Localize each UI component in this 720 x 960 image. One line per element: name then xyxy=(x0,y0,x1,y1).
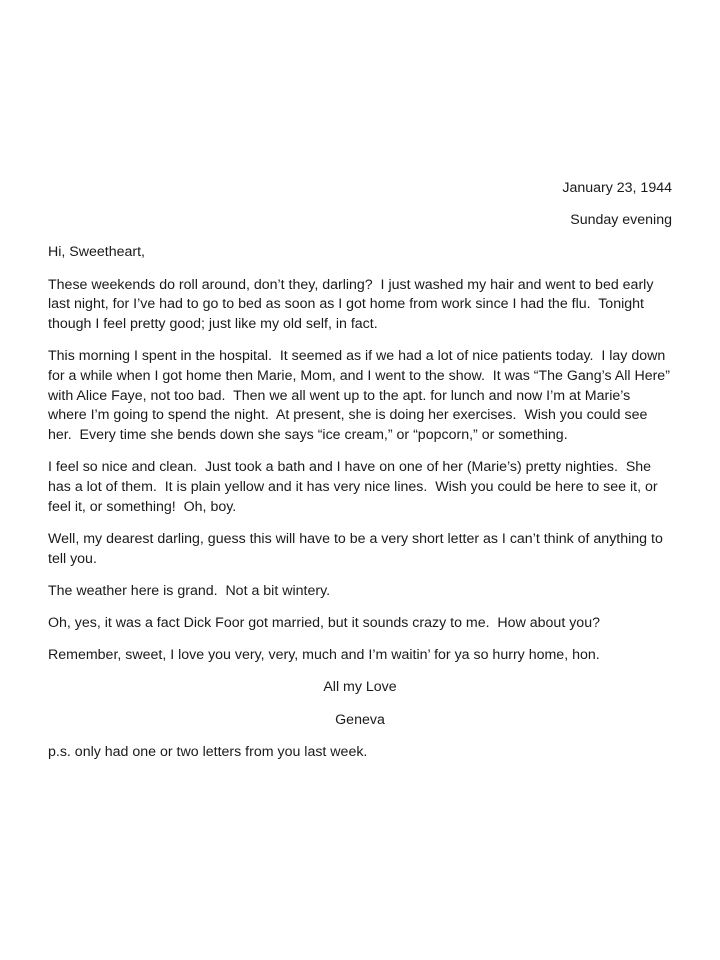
letter-paragraph-1: These weekends do roll around, don’t they, darling? I just washed my hair and went to bed early last night, for I’ve had to go to bed as soon as I got home from work since I had the flu. Tonight though I feel pretty good; just like my old self, in fact. xyxy=(48,276,658,333)
letter-postscript: p.s. only had one or two letters from you last week. xyxy=(48,743,368,760)
letter-paragraph-5: The weather here is grand. Not a bit wintery. xyxy=(48,582,331,599)
letter-paragraph-7: Remember, sweet, I love you very, very, much and I’m waitin’ for ya so hurry home, hon. xyxy=(48,647,600,664)
letter-paragraph-4: Well, my dearest darling, guess this will have to be a very short letter as I can’t think of anything to tell you. xyxy=(48,530,667,567)
letter-paragraph-3: I feel so nice and clean. Just took a bath and I have on one of her (Marie’s) pretty nighties. She has a lot of them. It is plain yellow and it has very nice lines. Wish you could be here to see it, or feel it, or something! Oh, boy. xyxy=(48,459,662,515)
letter-paragraph-6: Oh, yes, it was a fact Dick Foor got married, but it sounds crazy to me. How about you? xyxy=(48,614,600,631)
letter-date: January 23, 1944 xyxy=(562,180,672,196)
letter-greeting: Hi, Sweetheart, xyxy=(48,244,145,261)
letter-page xyxy=(48,179,672,775)
letter-day: Sunday evening xyxy=(570,212,672,229)
letter-closing: All my Love xyxy=(323,679,397,696)
letter-paragraph-2: This morning I spent in the hospital. It seemed as if we had a lot of nice patients today. I lay down for a while when I got home then Marie, Mom, and I went to the show. It was “The Gang’s All Here” with Alice Faye, not too bad. Then we all went up to the apt. for lunch and now I’m at Marie’s where I’m going to spend the night. At present, she is doing her exercises. Wish you could see her. Every time she bends down she says “ice cream,” or “popcorn,” or something. xyxy=(48,348,674,444)
letter-signature: Geneva xyxy=(335,711,385,728)
